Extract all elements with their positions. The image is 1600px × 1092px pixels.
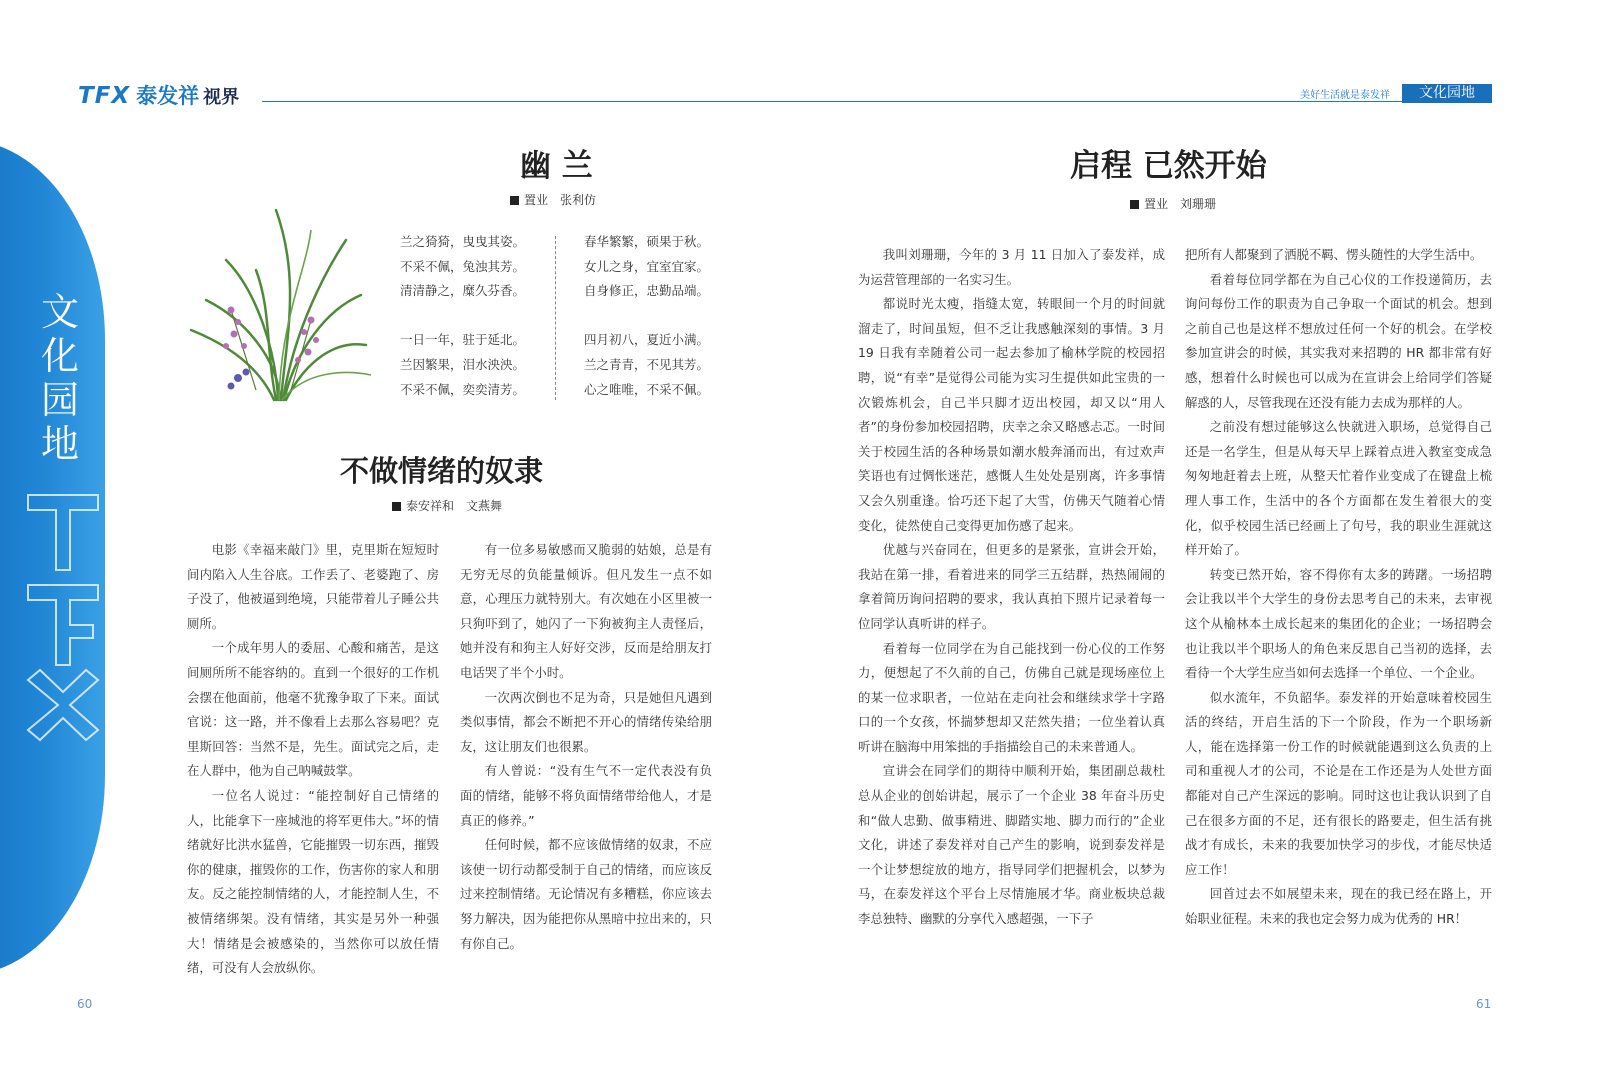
poem-stanza bbox=[584, 328, 709, 402]
page-number-left: 60 bbox=[77, 997, 93, 1011]
square-bullet-icon bbox=[1130, 200, 1139, 209]
essay-byline bbox=[392, 497, 502, 514]
poem-author: 置业 张利仿 bbox=[524, 193, 597, 207]
article-byline bbox=[1130, 195, 1216, 212]
article-column-2 bbox=[1185, 243, 1492, 932]
paragraph: 一位名人说过：“能控制好自己情绪的人，比能拿下一座城池的将军更伟大。”坏的情绪就好比洪水猛兽，它能摧毁一切东西，摧毁你的健康，摧毁你的工作，伤害你的家人和朋友。反之能控制情绪的人，才能控制人生，不被情绪绑架。没有情绪，其实是另外一种强大！情绪是会被感染的，当然你可以放任情绪，可没有人会放纵你。 bbox=[187, 787, 439, 976]
paragraph: 把所有人都聚到了洒脱不羁、愣头随性的大学生活中。 bbox=[1185, 247, 1483, 262]
square-bullet-icon bbox=[510, 196, 519, 205]
header-slogan: 美好生活就是泰发祥 bbox=[1300, 90, 1390, 101]
paragraph: 宣讲会在同学们的期待中顺利开始，集团副总裁杜总从企业的创始讲起，展示了一个企业 38 年奋斗历史和“做人忠勤、做事精进、脚踏实地、脚力而行的”企业文化，讲述了泰发祥对自己产生的影响，说到泰发祥是一个让梦想绽放的地方，指导同学们把握机会，以梦为马，在泰发祥这个平台上尽情施展才华。商业板块总裁李总独特、幽默的分享代入感超强，一下子 bbox=[858, 763, 1165, 927]
logo-tfx: TFX bbox=[78, 83, 131, 109]
poem-stanza bbox=[584, 230, 709, 304]
poem-line: 兰之青青，不见其芳。 bbox=[584, 356, 710, 372]
header-rule bbox=[262, 101, 1492, 102]
poem-line: 兰之猗猗，曳曳其姿。 bbox=[400, 234, 526, 249]
poem-title: 幽 兰 bbox=[520, 148, 593, 184]
paragraph: 一个成年男人的委屈、心酸和痛苦，是这间厕所所不能容纳的。直到一个很好的工作机会摆在他面前，他毫不犹豫争取了下来。面试官说：这一路，并不像看上去那么容易吧？克里斯回答：当然不是，先生。面试完之后，走在人群中，他为自己呐喊鼓掌。 bbox=[187, 640, 439, 779]
poem-divider bbox=[555, 236, 556, 400]
paragraph: 任何时候，都不应该做情绪的奴隶，不应该使一切行动都受制于自己的情绪，而应该反过来控制情绪。无论情况有多糟糕，你应该去努力解决，因为能把你从黑暗中拉出来的，只有你自己。 bbox=[460, 837, 712, 951]
poem-line: 春华繁繁，硕果于秋。 bbox=[584, 234, 710, 249]
essay-column-1 bbox=[187, 538, 439, 981]
paragraph: 似水流年，不负韶华。泰发祥的开始意味着校园生活的终结，开启生活的下一个阶段，作为一个职场新人，能在选择第一份工作的时候就能遇到这么负责的上司和重视人才的公司，不论是在工作还是为人处世方面都能对自己产生深远的影响。同时这也让我认识到了自己在很多方面的不足，还有很长的路要走，但生活有挑战才有成长，未来的我要加快学习的步伐，才能尽快适应工作！ bbox=[1185, 689, 1492, 877]
poem-line: 心之唯唯，不采不佩。 bbox=[584, 381, 710, 397]
poem-line: 四月初八，夏近小满。 bbox=[584, 332, 710, 348]
essay-column-2 bbox=[460, 538, 712, 956]
article-author: 置业 刘珊珊 bbox=[1144, 197, 1217, 211]
poem-line: 不采不佩，奕奕清芳。 bbox=[400, 381, 526, 397]
poem-line: 兰因繁果，泪水泱泱。 bbox=[400, 356, 526, 372]
paragraph: 我叫刘珊珊，今年的 3 月 11 日加入了泰发祥，成为运营管理部的一名实习生。 bbox=[858, 247, 1165, 287]
article-column-1 bbox=[858, 243, 1165, 932]
paragraph: 有一位多易敏感而又脆弱的姑娘，总是有无穷无尽的负能量倾诉。但凡发生一点不如意，心理压力就特别大。有次她在小区里被一只狗吓到了，她闪了一下狗被狗主人责怪后，她并没有和狗主人好好交涉，反而是给朋友打电话哭了半个小时。 bbox=[460, 542, 712, 680]
paragraph: 看着每一位同学在为自己能找到一份心仪的工作努力，便想起了不久前的自己，仿佛自己就是现场座位上的某一位求职者，一位站在走向社会和继续求学十字路口的一个女孩，怀揣梦想却又茫然失措；一位坐着认真听讲在脑海中用笨拙的手指描绘自己的未来普通人。 bbox=[858, 640, 1165, 754]
poem-line: 女儿之身，宜室宜家。 bbox=[584, 258, 710, 274]
paragraph: 看着每位同学都在为自己心仪的工作投递简历，去询问每份工作的职责为自己争取一个面试的机会。想到之前自己也是这样不想放过任何一个好的机会。在学校参加宣讲会的时候，其实我对来招聘的 HR 都非常有好感，想着什么时候也可以成为在宣讲会上给同学们答疑解惑的人，尽管我现在还没有能力去成为那样的人。 bbox=[1185, 271, 1492, 410]
paragraph: 转变已然开始，容不得你有太多的踌躇。一场招聘会让我以半个大学生的身份去思考自己的未来，去审视这个从榆林本土成长起来的集团化的企业；一场招聘会也让我以半个职场人的角色来反思自己当初的选择，去看待一个大学生应当如何去选择一个单位、一个企业。 bbox=[1185, 566, 1492, 681]
side-section-title: 文化园地 bbox=[40, 290, 79, 466]
article-title: 启程 已然开始 bbox=[1070, 148, 1267, 184]
logo-view: 视界 bbox=[203, 87, 240, 108]
poem-stanza bbox=[400, 328, 525, 402]
paragraph: 之前没有想过能够这么快就进入职场，总觉得自己还是一名学生，但是从每天早上踩着点进入教室变成急匆匆地赶着去上班，从整天忙着作业变成了在键盘上梳理人事工作，生活中的各个方面都在发生着很大的变化，似乎校园生活已经画上了句号，我的职业生涯就这样开始了。 bbox=[1185, 419, 1492, 558]
poem-line: 不采不佩，兔浊其芳。 bbox=[400, 258, 526, 274]
poem-left-column bbox=[400, 230, 525, 427]
poem-stanza bbox=[400, 230, 525, 304]
square-bullet-icon bbox=[392, 502, 401, 511]
paragraph: 电影《幸福来敲门》里，克里斯在短短时间内陷入人生谷底。工作丢了、老婆跑了、房子没了，他被逼到绝境，只能带着儿子睡公共厕所。 bbox=[187, 542, 439, 631]
poem-right-column bbox=[584, 230, 709, 427]
poem-line: 自身修正，忠勤品端。 bbox=[584, 283, 710, 299]
side-tfx-watermark bbox=[18, 490, 108, 750]
poem-line: 一日一年，驻于延北。 bbox=[400, 332, 526, 348]
poem-line: 清清静之，糜久芬香。 bbox=[400, 283, 526, 299]
magazine-logo bbox=[78, 80, 240, 109]
orchid-illustration bbox=[186, 200, 376, 405]
section-tag: 文化园地 bbox=[1402, 84, 1492, 103]
essay-title: 不做情绪的奴隶 bbox=[340, 454, 544, 488]
paragraph: 一次两次倒也不足为奇，只是她但凡遇到类似事情，都会不断把不开心的情绪传染给朋友，这让朋友们也很累。 bbox=[460, 689, 712, 754]
paragraph: 回首过去不如展望未来，现在的我已经在路上，开始职业征程。未来的我也定会努力成为优秀的 HR！ bbox=[1185, 886, 1492, 927]
paragraph: 都说时光太瘦，指缝太宽，转眼间一个月的时间就溜走了，时间虽短，但不乏让我感触深刻的事情。3 月 19 日我有幸随着公司一起去参加了榆林学院的校园招聘，说“有幸”是觉得公司能为实习生提供如此宝贵的一次锻炼机会，自己半只脚才迈出校园，却又以“用人者”的身份参加校园招聘，庆幸之余又略感忐忑。一时间关于校园生活的各种场景如潮水般奔涌而出，有过欢声笑语也有过惆怅迷茫，感慨人生处处是别离，许多事情又会久别重逢。恰巧还下起了大雪，仿佛天气随着心情变化，徒然使自己变得更加伤感了起来。 bbox=[858, 296, 1165, 533]
paragraph: 有人曾说：“没有生气不一定代表没有负面的情绪，能够不将负面情绪带给他人，才是真正的修养。” bbox=[460, 763, 712, 828]
page-number-right: 61 bbox=[1476, 997, 1492, 1011]
paragraph: 优越与兴奋同在，但更多的是紧张，宣讲会开始，我站在第一排，看着进来的同学三五结群，热热闹闹的拿着简历询问招聘的要求，我认真拍下照片记录着每一位同学认真听讲的样子。 bbox=[858, 542, 1165, 631]
logo-brand: 泰发祥 bbox=[136, 84, 200, 108]
essay-author: 泰安祥和 文燕舞 bbox=[406, 499, 503, 513]
poem-byline bbox=[510, 191, 596, 208]
